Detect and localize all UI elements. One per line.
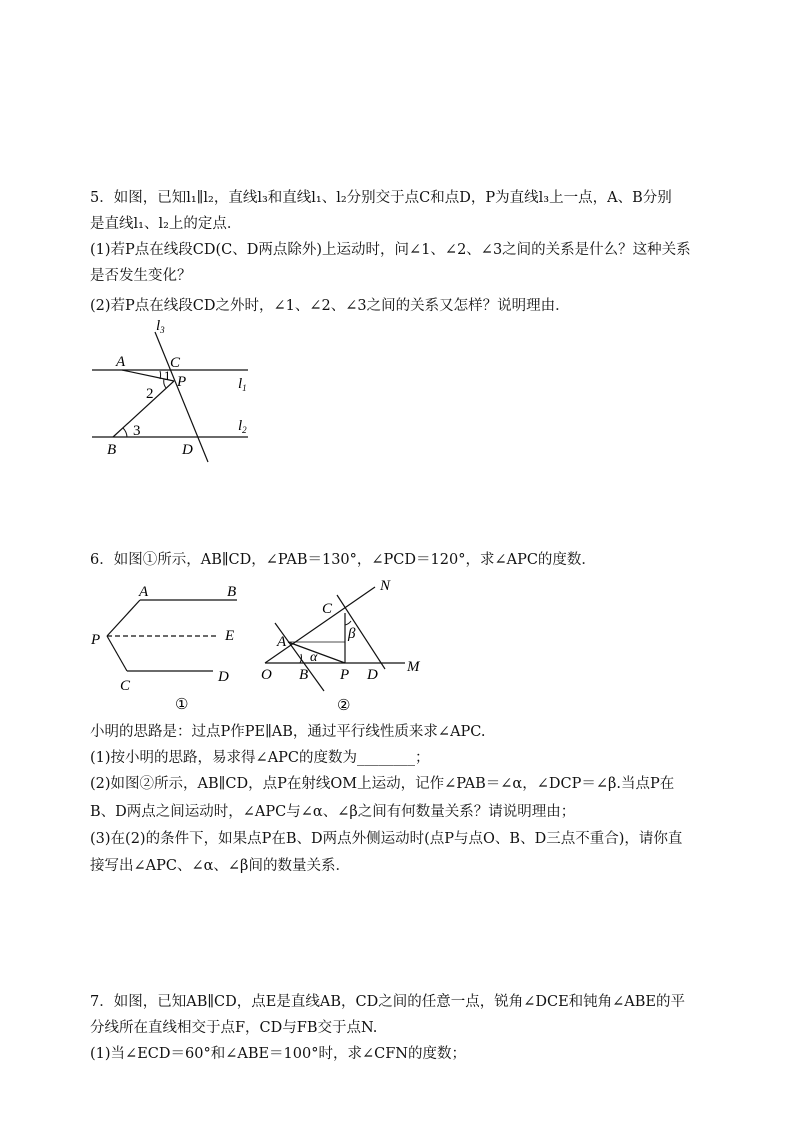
- label-C: C: [120, 678, 131, 694]
- q7-line-3: (1)当∠ECD＝60°和∠ABE＝100°时，求∠CFN的度数；: [90, 1046, 466, 1062]
- q6-figure-1: [85, 578, 260, 713]
- q5-line-5: (2)若P点在线段CD之外时，∠1、∠2、∠3之间的关系又怎样？说明理由．: [90, 298, 570, 314]
- q5-line-4: 是否发生变化？: [90, 268, 192, 284]
- label-C: C: [170, 355, 181, 371]
- caption-1: ①: [175, 697, 189, 713]
- label-M: M: [407, 659, 420, 675]
- caption-2: ②: [337, 698, 351, 714]
- label-l3: $l_3$: [156, 318, 165, 335]
- q5-line-2: 是直线l₁、l₂上的定点．: [90, 216, 242, 232]
- label-A: A: [116, 354, 126, 370]
- label-l2: $l_2$: [238, 418, 247, 435]
- label-P: P: [177, 374, 187, 390]
- segment-BP: [113, 381, 174, 437]
- label-angle-2: 2: [146, 386, 154, 402]
- q6-line-1: 小明的思路是：过点P作PE∥AB，通过平行线性质来求∠APC.: [90, 724, 486, 740]
- label-N: N: [380, 578, 391, 594]
- label-P: P: [340, 667, 350, 683]
- label-O: O: [261, 667, 272, 683]
- angle-arc-1: [160, 371, 161, 379]
- angle-arc-beta: [345, 621, 351, 625]
- label-beta: β: [348, 626, 356, 642]
- line-CD-ray: [337, 595, 385, 669]
- label-D: D: [182, 442, 193, 458]
- segment-PA: [107, 600, 140, 636]
- q6-line-4: B、D两点之间运动时，∠APC与∠α、∠β之间有何数量关系？请说明理由；: [90, 804, 576, 820]
- line-ON: [265, 587, 375, 663]
- q6-intro: 6．如图①所示，AB∥CD，∠PAB＝130°，∠PCD＝120°，求∠APC的度数．: [90, 552, 596, 568]
- label-C: C: [322, 601, 333, 617]
- q7-line-1: 7．如图，已知AB∥CD，点E是直线AB，CD之间的任意一点，锐角∠DCE和钝角∠ABE的平: [90, 994, 686, 1010]
- q5-line-1: 5．如图，已知l₁∥l₂，直线l₃和直线l₁、l₂分别交于点C和点D，P为直线l₃上一点，A、B分别: [90, 190, 672, 206]
- q5-line-3: (1)若P点在线段CD(C、D两点除外)上运动时，问∠1、∠2、∠3之间的关系是什么？这种关系: [90, 242, 691, 258]
- label-A: A: [139, 584, 149, 600]
- segment-PC: [107, 636, 127, 671]
- label-angle-1: 1: [164, 368, 171, 383]
- label-B: B: [227, 584, 237, 600]
- label-D: D: [367, 667, 378, 683]
- label-A: A: [277, 634, 287, 650]
- label-E: E: [225, 628, 235, 644]
- angle-arc-3: [123, 428, 127, 437]
- label-B: B: [299, 667, 309, 683]
- q5-figure: [80, 318, 280, 468]
- label-D: D: [218, 669, 229, 685]
- q7-line-2: 分线所在直线相交于点F，CD与FB交于点N.: [90, 1020, 378, 1036]
- q6-figure-2: [255, 575, 430, 715]
- q6-line-2: (1)按小明的思路，易求得∠APC的度数为________；: [90, 750, 430, 766]
- label-P: P: [91, 632, 101, 648]
- label-alpha: α: [310, 650, 318, 665]
- label-B: B: [107, 442, 117, 458]
- label-l1: $l_1$: [238, 376, 247, 393]
- q6-line-3: (2)如图②所示，AB∥CD，点P在射线OM上运动，记作∠PAB＝∠α，∠DCP＝∠β.当点P在: [90, 776, 675, 792]
- q6-line-6: 接写出∠APC、∠α、∠β间的数量关系．: [90, 858, 350, 874]
- label-angle-3: 3: [133, 423, 141, 439]
- q6-line-5: (3)在(2)的条件下，如果点P在B、D两点外侧运动时(点P与点O、B、D三点不重合)，请你直: [90, 831, 683, 847]
